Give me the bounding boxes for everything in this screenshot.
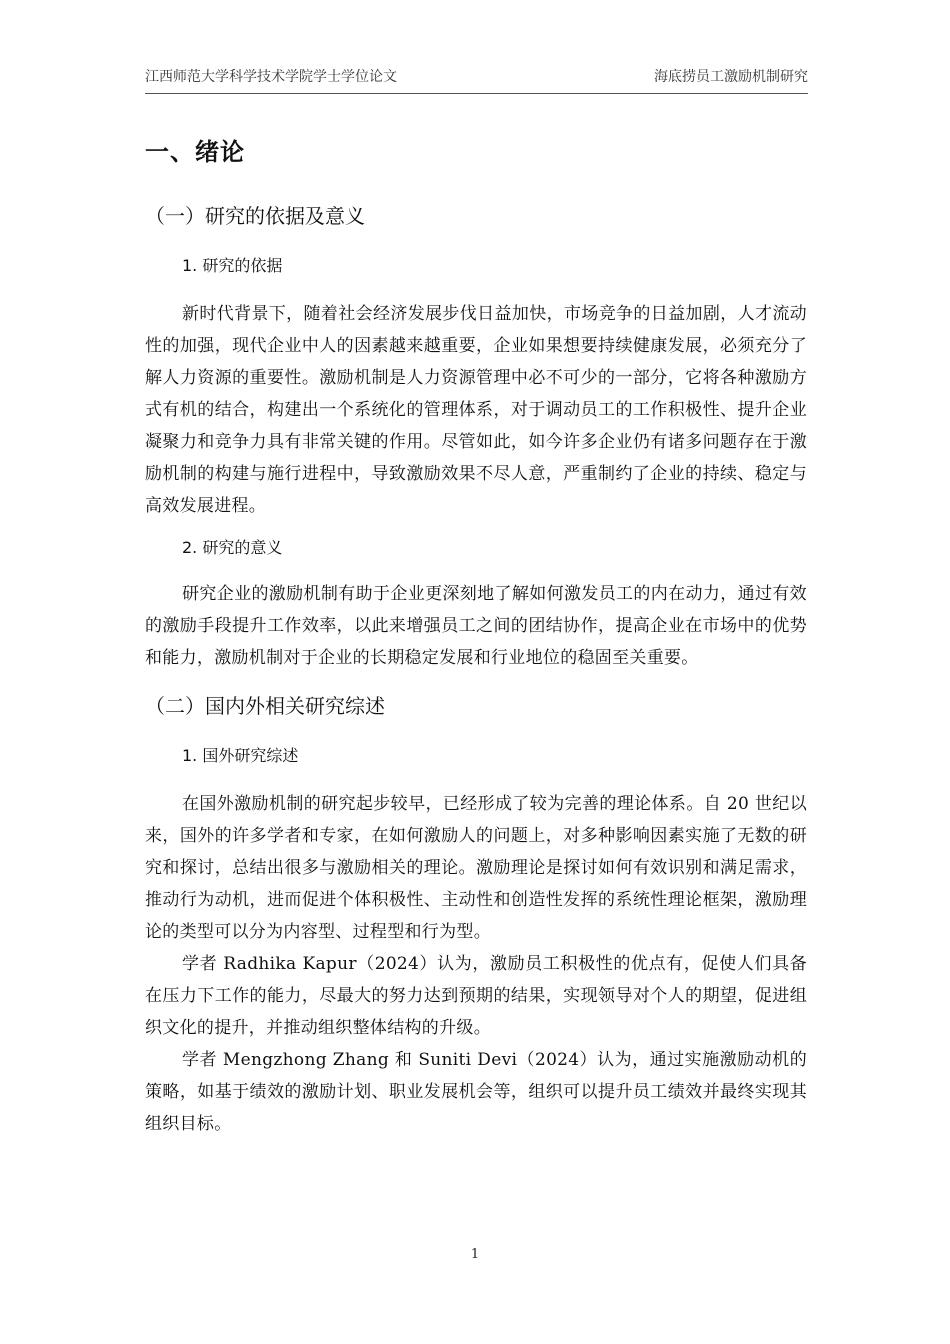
paragraph: 学者 Radhika Kapur（2024）认为，激励员工积极性的优点有，促使人们具备在压力下工作的能力，尽最大的努力达到预期的结果，实现领导对个人的期望，促进组织文化的提升，并推动组织整体结构的升级。 [145,954,807,1038]
paragraph: 新时代背景下，随着社会经济发展步伐日益加快，市场竞争的日益加剧，人才流动性的加强，现代企业中人的因素越来越重要，企业如果想要持续健康发展，必须充分了解人力资源的重要性。激励机制是人力资源管理中必不可少的一部分，它将各种激励方式有机的结合，构建出一个系统化的管理体系，对于调动员工的工作积极性、提升企业凝聚力和竞争力具有非常关键的作用。尽管如此，如今许多企业仍有诸多问题存在于激励机制的构建与施行进程中，导致激励效果不尽人意，严重制约了企业的持续、稳定与高效发展进程。 [145,304,807,516]
subsection-title-1-1: 1. 研究的依据 [182,256,283,275]
paragraph: 在国外激励机制的研究起步较早，已经形成了较为完善的理论体系。自 20 世纪以来，国外的许多学者和专家，在如何激励人的问题上，对多种影响因素实施了无数的研究和探讨，总结出很多与激励相关的理论。激励理论是探讨如何有效识别和满足需求，推动行为动机，进而促进个体积极性、主动性和创造性发挥的系统性理论框架，激励理论的类型可以分为内容型、过程型和行为型。 [145,794,807,942]
header-thesis-title: 海底捞员工激励机制研究 [654,69,808,85]
main-content [145,130,807,1140]
header-thesis-label: 江西师范大学科学技术学院学士学位论文 [145,69,397,85]
page-number: 1 [470,1247,480,1262]
section-title-1: （一）研究的依据及意义 [145,204,365,228]
chapter-title: 一、绪论 [145,138,245,166]
section-title-2: （二）国内外相关研究综述 [145,694,385,718]
running-header [145,66,808,88]
paragraph: 学者 Mengzhong Zhang 和 Suniti Devi（2024）认为，通过实施激励动机的策略，如基于绩效的激励计划、职业发展机会等，组织可以提升员工绩效并最终实现其组织目标。 [145,1050,807,1134]
subsection-title-2-1: 1. 国外研究综述 [182,746,299,765]
paragraph: 研究企业的激励机制有助于企业更深刻地了解如何激发员工的内在动力，通过有效的激励手段提升工作效率，以此来增强员工之间的团结协作，提高企业在市场中的优势和能力，激励机制对于企业的长期稳定发展和行业地位的稳固至关重要。 [145,584,807,668]
subsection-title-1-2: 2. 研究的意义 [182,538,283,557]
header-divider [145,93,808,94]
